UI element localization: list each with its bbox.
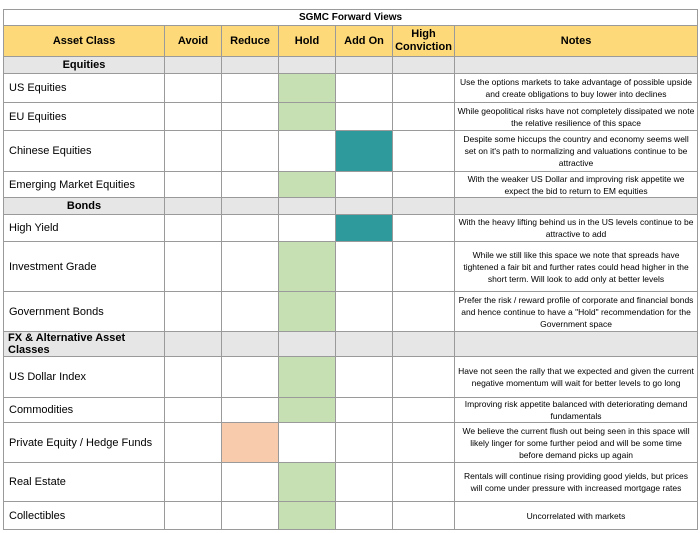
table-row [4,242,698,292]
hold-cell-marked [279,502,336,530]
header-add-on: Add On [336,26,393,57]
asset-class-cell: EU Equities [4,103,165,131]
avoid-cell [165,423,222,463]
reduce-cell [222,103,279,131]
reduce-cell [222,131,279,172]
high-conviction-cell [393,398,455,423]
high-conviction-cell [393,242,455,292]
notes-cell: Have not seen the rally that we expected and given the current negative momentum will wait for better levels to go long [455,357,698,398]
section-row-fx-alt [4,332,698,357]
notes-cell: While geopolitical risks have not completely dissipated we note the relative resilience of this space [455,103,698,131]
avoid-cell [165,172,222,198]
header-notes: Notes [455,26,698,57]
asset-class-cell: Collectibles [4,502,165,530]
asset-class-cell: Real Estate [4,463,165,502]
hold-cell-marked [279,103,336,131]
avoid-cell [165,357,222,398]
hold-cell-marked [279,172,336,198]
notes-cell: Prefer the risk / reward profile of corporate and financial bonds and hence continue to have a "Hold" recommendation for the Government space [455,292,698,332]
add-on-cell [336,242,393,292]
add-on-cell-marked [336,131,393,172]
hold-cell-marked [279,463,336,502]
add-on-cell [336,463,393,502]
add-on-cell-marked [336,215,393,242]
header-high-conviction: High Conviction [393,26,455,57]
section-row-bonds [4,198,698,215]
table-row [4,103,698,131]
table-row [4,292,698,332]
avoid-cell [165,398,222,423]
section-label-fx-alt: FX & Alternative Asset Classes [4,332,165,357]
hold-cell-marked [279,74,336,103]
asset-class-cell: US Dollar Index [4,357,165,398]
forward-views-table [3,9,698,530]
hold-cell-marked [279,357,336,398]
avoid-cell [165,463,222,502]
section-row-equities [4,57,698,74]
high-conviction-cell [393,423,455,463]
asset-class-cell: US Equities [4,74,165,103]
avoid-cell [165,242,222,292]
header-reduce: Reduce [222,26,279,57]
high-conviction-cell [393,131,455,172]
notes-cell: Rentals will continue rising providing good yields, but prices will come under pressure with increased mortgage rates [455,463,698,502]
avoid-cell [165,215,222,242]
table-row [4,357,698,398]
table-row [4,423,698,463]
notes-cell: With the weaker US Dollar and improving risk appetite we expect the bid to return to EM equities [455,172,698,198]
hold-cell [279,131,336,172]
notes-cell: Improving risk appetite balanced with deteriorating demand fundamentals [455,398,698,423]
high-conviction-cell [393,215,455,242]
section-label-equities: Equities [4,57,165,74]
high-conviction-cell [393,74,455,103]
high-conviction-cell [393,172,455,198]
table-row [4,172,698,198]
table-title: SGMC Forward Views [4,10,698,26]
table-row [4,463,698,502]
reduce-cell [222,242,279,292]
section-label-bonds: Bonds [4,198,165,215]
reduce-cell [222,292,279,332]
add-on-cell [336,423,393,463]
asset-class-cell: Commodities [4,398,165,423]
reduce-cell [222,463,279,502]
avoid-cell [165,502,222,530]
notes-cell: With the heavy lifting behind us in the US levels continue to be attractive to add [455,215,698,242]
add-on-cell [336,292,393,332]
asset-class-cell: Emerging Market Equities [4,172,165,198]
hold-cell-marked [279,292,336,332]
add-on-cell [336,357,393,398]
add-on-cell [336,398,393,423]
add-on-cell [336,103,393,131]
reduce-cell [222,357,279,398]
reduce-cell [222,398,279,423]
avoid-cell [165,74,222,103]
reduce-cell [222,172,279,198]
header-asset-class: Asset Class [4,26,165,57]
high-conviction-cell [393,292,455,332]
avoid-cell [165,131,222,172]
notes-cell: Uncorrelated with markets [455,502,698,530]
header-avoid: Avoid [165,26,222,57]
high-conviction-cell [393,502,455,530]
reduce-cell-marked [222,423,279,463]
add-on-cell [336,74,393,103]
high-conviction-cell [393,357,455,398]
table-row [4,215,698,242]
table-row [4,131,698,172]
notes-cell: We believe the current flush out being seen in this space will likely linger for some further peiod and will be some time before demand picks up again [455,423,698,463]
asset-class-cell: Investment Grade [4,242,165,292]
reduce-cell [222,74,279,103]
asset-class-cell: Chinese Equities [4,131,165,172]
avoid-cell [165,103,222,131]
notes-cell: Despite some hiccups the country and economy seems well set on it's path to normalizing and valuations continue to be attractive [455,131,698,172]
add-on-cell [336,172,393,198]
high-conviction-cell [393,103,455,131]
notes-cell: Use the options markets to take advantage of possible upside and create obligations to buy lower into declines [455,74,698,103]
reduce-cell [222,502,279,530]
high-conviction-cell [393,463,455,502]
add-on-cell [336,502,393,530]
table-row [4,398,698,423]
hold-cell-marked [279,398,336,423]
avoid-cell [165,292,222,332]
reduce-cell [222,215,279,242]
hold-cell [279,215,336,242]
table-row [4,74,698,103]
notes-cell: While we still like this space we note that spreads have tightened a fair bit and further rates could head higher in the short term. Will look to add only at better levels [455,242,698,292]
asset-class-cell: Private Equity / Hedge Funds [4,423,165,463]
hold-cell [279,423,336,463]
table-row [4,502,698,530]
hold-cell-marked [279,242,336,292]
asset-class-cell: High Yield [4,215,165,242]
header-hold: Hold [279,26,336,57]
asset-class-cell: Government Bonds [4,292,165,332]
